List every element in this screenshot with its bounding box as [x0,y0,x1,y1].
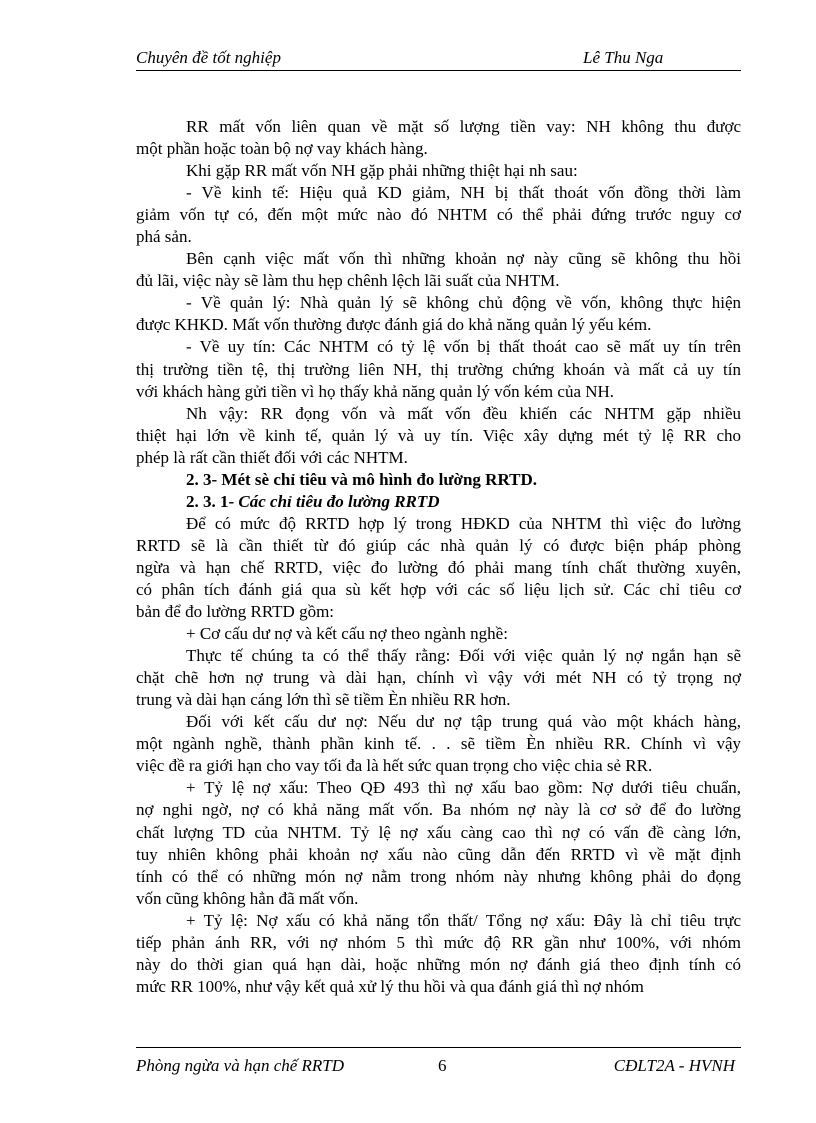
line-text: chặt chẽ hơn nợ trung và dài hạn, chính vì vậy với mét NH có tỷ trọng nợ [136,668,741,688]
line-text: này do thời gian quá hạn dài, hoặc những món nợ đánh giá theo định tính có [136,954,741,974]
header-author: Lê Thu Nga [583,48,664,67]
line-text: một ngành nghề, thành phần kinh tế. . . sẽ tiềm Èn nhiều RR. Chính vì vậy [136,734,741,754]
text-line [136,160,741,182]
line-text: việc đề ra giới hạn cho vay tối đa là hết sức quan trọng cho việc chia sẻ RR. [136,756,653,776]
line-text: + Tỷ lệ nợ xấu: Theo QĐ 493 thì nợ xấu bao gồm: Nợ dưới tiêu chuẩn, [186,778,741,798]
line-text: mức RR 100%, như vậy kết quả xử lý thu hồi và qua đánh giá thì nợ nhóm [136,976,644,996]
text-line [136,314,741,336]
text-line [136,645,741,667]
section-heading-line [136,491,741,513]
text-line [136,359,741,381]
section-heading-line [136,469,741,491]
line-text: tính có thể có những món nợ nằm trong nhóm này nhưng không phải do đọng [136,866,741,886]
line-text: một phần hoặc toàn bộ nợ vay khách hàng. [136,139,428,159]
text-line [136,557,741,579]
line-text: chất lượng TD của NHTM. Tỷ lệ nợ xấu càng cao thì nợ có vấn đề càng lớn, [136,822,741,842]
line-text: Khi gặp RR mất vốn NH gặp phải những thiệt hại nh sau: [186,161,578,181]
line-text: Nh vậy: RR đọng vốn và mất vốn đều khiến các NHTM gặp nhiều [186,403,741,423]
text-line [136,844,741,866]
text-line [136,248,741,270]
text-line [136,755,741,777]
line-text: bản để đo lường RRTD gồm: [136,602,335,622]
text-line [136,336,741,358]
header-title: Chuyên đề tốt nghiệp [136,48,281,67]
page-footer [136,1047,741,1078]
text-line [136,292,741,314]
text-line [136,866,741,888]
page-number: 6 [438,1056,447,1075]
text-line [136,226,741,248]
line-text: ngừa và hạn chế RRTD, việc đo lường đó phải mang tính chất thường xuyên, [136,557,741,577]
subsection-title: Các chỉ tiêu đo lường RRTD [238,491,440,511]
text-line [136,601,741,623]
text-line [136,270,741,292]
line-text: giảm vốn tự có, đến một mức nào đó NHTM có thể phải đứng trước nguy cơ [136,205,741,225]
page-header [136,48,741,71]
line-text: - Về quản lý: Nhà quản lý sẽ không chủ động về vốn, không thực hiện [186,293,741,313]
line-text: RR mất vốn liên quan về mặt số lượng tiền vay: NH không thu được [186,117,741,136]
line-text: - Về uy tín: Các NHTM có tỷ lệ vốn bị thất thoát cao sẽ mất uy tín trên [186,337,741,357]
text-line [136,138,741,160]
text-line [136,535,741,557]
text-line [136,182,741,204]
line-text: Thực tế chúng ta có thể thấy rằng: Đối với việc quản lý nợ ngắn hạn sẽ [186,646,741,666]
line-text: + Cơ cấu dư nợ và kết cấu nợ theo ngành nghề: [186,624,508,644]
line-text: tuy nhiên không phải khoản nợ xấu nào cũng dẫn đến RRTD vì về mặt định [136,844,741,864]
text-line [136,976,741,998]
text-line [136,623,741,645]
line-text: đủ lãi, việc này sẽ làm thu hẹp chênh lệch lãi suất của NHTM. [136,271,560,291]
text-line [136,403,741,425]
text-line [136,381,741,403]
line-text: 2. 3. 1- [186,491,239,511]
line-text: vốn cũng không hẳn đã mất vốn. [136,888,359,908]
text-line [136,777,741,799]
line-text: + Tỷ lệ: Nợ xấu có khả năng tổn thất/ Tổng nợ xấu: Đây là chỉ tiêu trực [186,910,741,930]
text-line [136,667,741,689]
text-line [136,513,741,535]
line-text: trung và dài hạn cáng lớn thì sẽ tiềm Èn nhiều RR hơn. [136,690,511,710]
line-text: phép là rất cần thiết đối với các NHTM. [136,447,408,467]
line-text: thiệt hại lớn về kinh tế, quản lý và uy tín. Việc xây dựng mét tỷ lệ RR cho [136,425,741,445]
text-line [136,932,741,954]
footer-title: Phòng ngừa và hạn chế RRTD [136,1056,345,1075]
text-line [136,733,741,755]
line-text: thị trường tiền tệ, thị trường liên NH, thị trường chứng khoán và mất cả uy tín [136,359,741,379]
text-line [136,711,741,733]
text-line [136,888,741,910]
text-line [136,799,741,821]
text-line [136,822,741,844]
line-text: có phân tích đánh giá qua sù kết hợp với các số liệu lịch sử. Các chỉ tiêu cơ [136,579,741,599]
footer-class: CĐLT2A - HVNH [613,1056,735,1075]
line-text: Để có mức độ RRTD hợp lý trong HĐKD của NHTM thì việc đo lường [186,513,741,533]
line-text: - Về kinh tế: Hiệu quả KD giảm, NH bị thất thoát vốn đồng thời làm [186,183,741,203]
text-line [136,910,741,932]
text-line [136,116,741,138]
line-text: được KHKD. Mất vốn thường được đánh giá do khả năng quản lý yếu kém. [136,315,652,335]
text-line [136,954,741,976]
line-text: RRTD sẽ là cần thiết từ đó giúp các nhà quản lý có được biện pháp phòng [136,535,741,555]
line-text: tiếp phản ánh RR, với nợ nhóm 5 thì mức độ RR gần như 100%, với nhóm [136,932,741,952]
line-text: với khách hàng gửi tiền vì họ thấy khả năng quản lý vốn kém của NH. [136,381,615,401]
text-line [136,425,741,447]
line-text: 2. 3- Mét sè chỉ tiêu và mô hình đo lường RRTD. [186,469,537,489]
line-text: Bên cạnh việc mất vốn thì những khoản nợ này cũng sẽ không thu hồi [186,249,741,269]
text-line [136,204,741,226]
line-text: Đối với kết cấu dư nợ: Nếu dư nợ tập trung quá vào một khách hàng, [186,712,741,732]
line-text: nợ nghi ngờ, nợ có khả năng mất vốn. Ba nhóm nợ này là cơ sở để đo lường [136,800,741,820]
document-body [136,116,741,998]
line-text: phá sản. [136,227,192,247]
text-line [136,579,741,601]
text-line [136,447,741,469]
text-line [136,689,741,711]
